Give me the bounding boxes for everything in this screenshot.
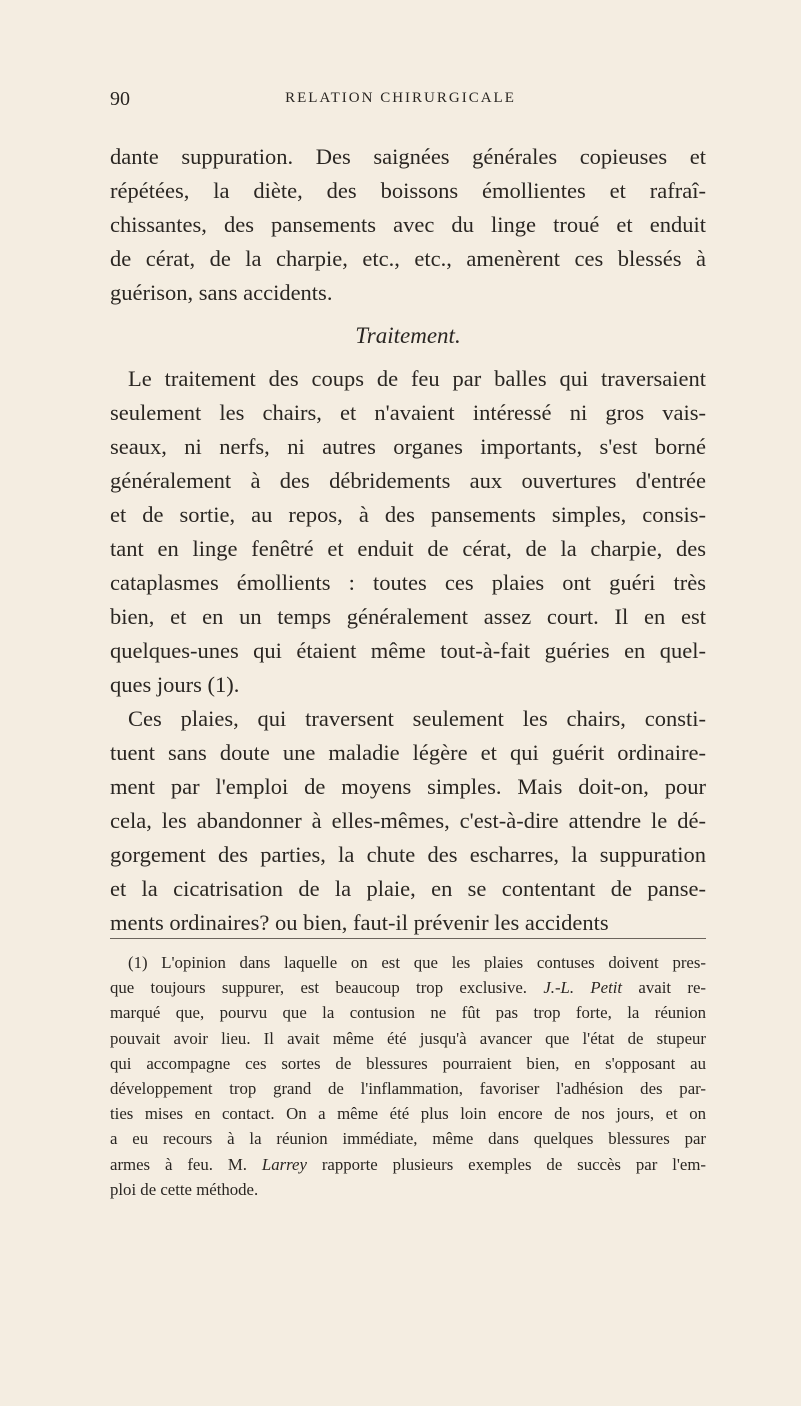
page-number: 90 (110, 88, 130, 110)
paragraph-3 (110, 702, 706, 940)
footnote-text: que toujours suppurer, est beaucoup trop exclusive. (110, 978, 544, 998)
footnote-line (110, 1026, 706, 1051)
section-heading: Traitement. (355, 323, 461, 348)
footnote-text: marqué que, pourvu que la contusion ne fût pas trop forte, la réunion (110, 1003, 706, 1023)
footnote-line (110, 1126, 706, 1151)
text-line: quelques-unes qui étaient même tout-à-fait guéries en quel- (110, 638, 706, 663)
footnote-line (110, 950, 706, 975)
text-line: seaux, ni nerfs, ni autres organes importants, s'est borné (110, 434, 706, 459)
italic-name: Larrey (261, 1154, 307, 1174)
text-line: bien, et en un temps généralement assez court. Il en est (110, 604, 706, 629)
text-line: tuent sans doute une maladie légère et qui guérit ordinaire- (110, 740, 706, 765)
footnote-text: a eu recours à la réunion immédiate, même dans quelques blessures par (110, 1129, 706, 1149)
footnote-line (110, 975, 706, 1000)
footnote-text: (1) L'opinion dans laquelle on est que les plaies contuses doivent pres- (128, 953, 706, 972)
footnote-text: avait re- (622, 978, 706, 998)
text-line: et de sortie, au repos, à des pansements simples, consis- (110, 502, 706, 527)
text-line: cataplasmes émollients : toutes ces plaies ont guéri très (110, 570, 706, 595)
paragraph-2 (110, 362, 706, 702)
running-title: RELATION CHIRURGICALE (285, 90, 516, 106)
text-line: guérison, sans accidents. (110, 280, 333, 305)
text-line: Le traitement des coups de feu par balles qui traversaient (128, 366, 706, 391)
text-line: et la cicatrisation de la plaie, en se contentant de panse- (110, 876, 706, 901)
footnote (110, 950, 706, 1202)
text-line: répétées, la diète, des boissons émollientes et rafraî- (110, 178, 706, 203)
footnote-line (110, 1152, 706, 1177)
footnote-text: développement trop grand de l'inflammation, favoriser l'adhésion des par- (110, 1078, 706, 1098)
footnote-text: pouvait avoir lieu. Il avait même été jusqu'à avancer que l'état de stupeur (110, 1028, 706, 1048)
footnote-text: ties mises en contact. On a même été plus loin encore de nos jours, et on (110, 1104, 706, 1124)
text-line: Ces plaies, qui traversent seulement les chairs, consti- (128, 706, 706, 731)
footnote-text: qui accompagne ces sortes de blessures pourraient bien, en s'opposant au (110, 1053, 706, 1073)
text-line: généralement à des débridements aux ouvertures d'entrée (110, 468, 706, 493)
footnote-divider (110, 938, 706, 939)
footnote-line (110, 1051, 706, 1076)
text-line: gorgement des parties, la chute des escharres, la suppuration (110, 842, 706, 867)
text-line: seulement les chairs, et n'avaient intéressé ni gros vais- (110, 400, 706, 425)
footnote-line (110, 1076, 706, 1101)
footnote-line (110, 1101, 706, 1126)
footnote-text: ploi de cette méthode. (110, 1179, 259, 1199)
footnote-text: armes à feu. M. (110, 1154, 262, 1174)
paragraph-1 (110, 140, 706, 310)
italic-name: J.-L. Petit (543, 978, 623, 998)
text-line: ments ordinaires? ou bien, faut-il prévenir les accidents (110, 910, 609, 935)
footnote-line (110, 1177, 706, 1202)
text-line: de cérat, de la charpie, etc., etc., amenèrent ces blessés à (110, 246, 706, 271)
text-line: chissantes, des pansements avec du linge troué et enduit (110, 212, 706, 237)
text-line: cela, les abandonner à elles-mêmes, c'est-à-dire attendre le dé- (110, 808, 706, 833)
footnote-text: rapporte plusieurs exemples de succès par l'em- (306, 1154, 706, 1174)
text-line: ment par l'emploi de moyens simples. Mais doit-on, pour (110, 774, 706, 799)
text-line: tant en linge fenêtré et enduit de cérat, de la charpie, des (110, 536, 706, 561)
body-text (110, 140, 706, 940)
text-line: ques jours (1). (110, 672, 240, 697)
text-line: dante suppuration. Des saignées générales copieuses et (110, 144, 706, 169)
footnote-line (110, 1000, 706, 1025)
